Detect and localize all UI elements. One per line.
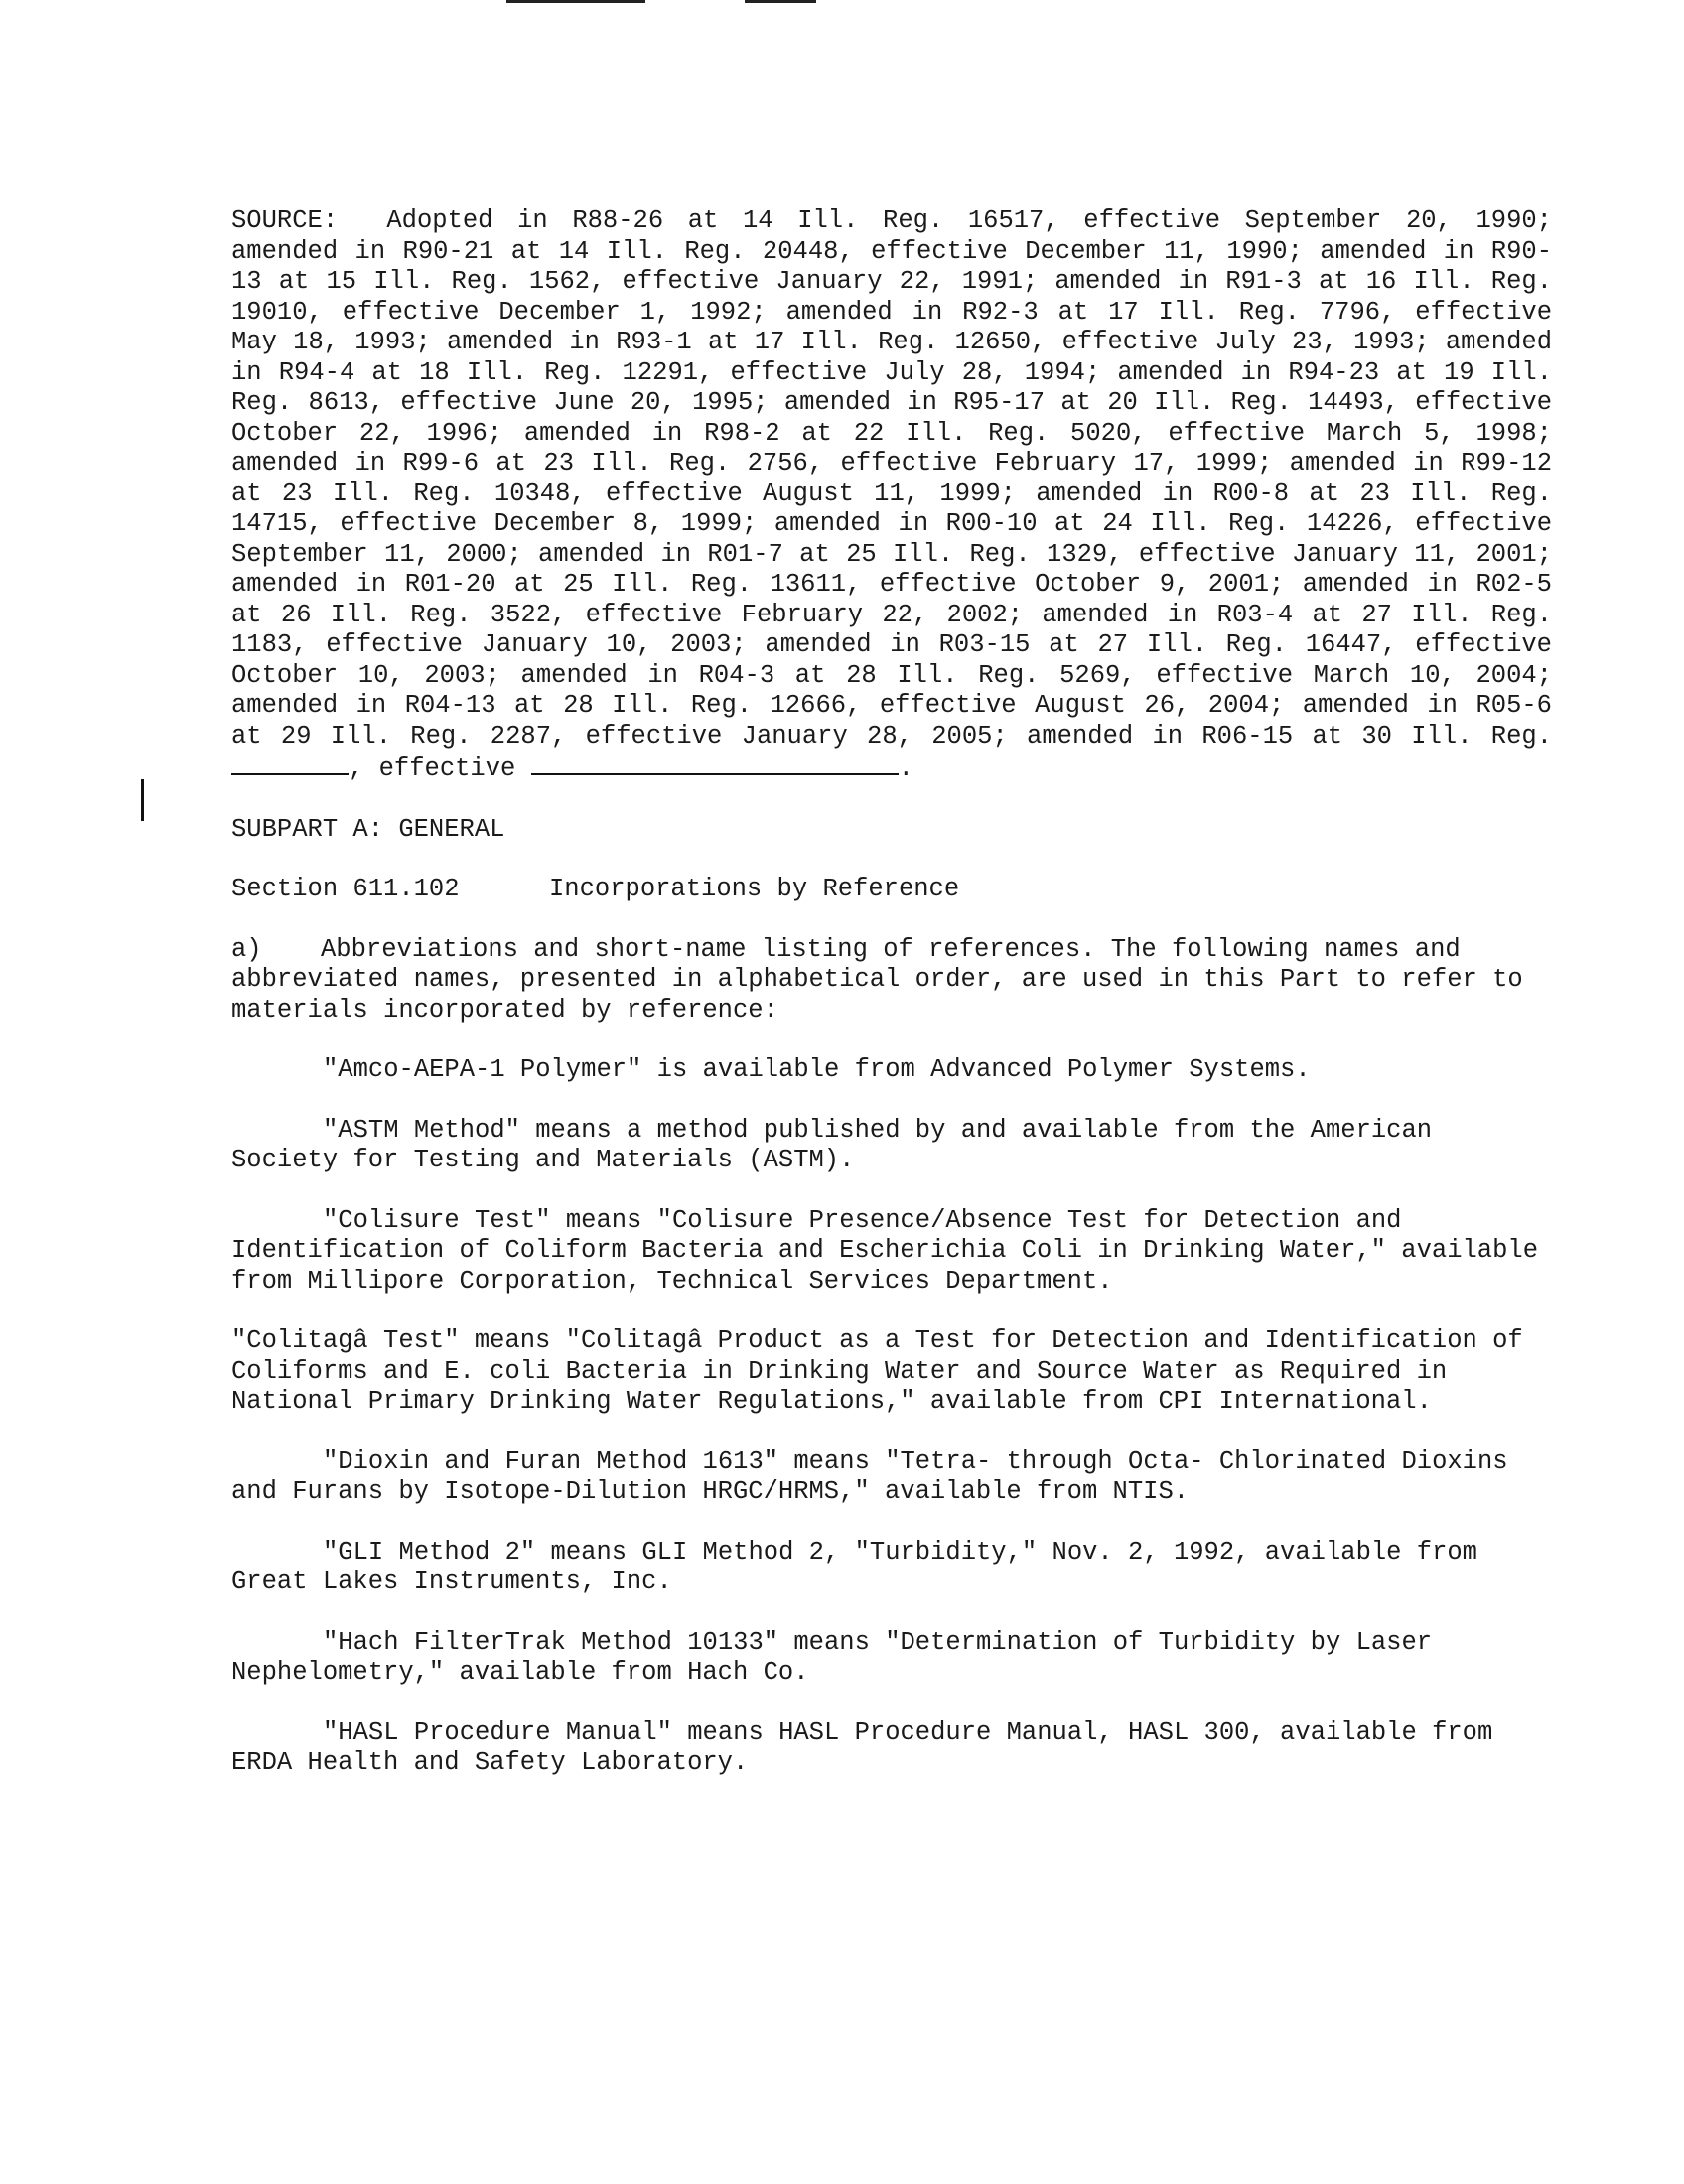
reference-entry: "Amco-AEPA-1 Polymer" is available from Advanced Polymer Systems. xyxy=(323,1055,1311,1084)
subsection-a-text: Abbreviations and short-name listing of references. The following names and abbreviated names, presented in alphabetical order, are used in this Part to refer to materials incorporated by reference: xyxy=(231,934,1523,1024)
reference-entry: "Hach FilterTrak Method 10133" means "Determination of Turbidity by Laser Nephelometry," available from Hach Co. xyxy=(231,1627,1433,1687)
reference-entry: "GLI Method 2" means GLI Method 2, "Turbidity," Nov. 2, 1992, available from Great Lakes Instruments, Inc. xyxy=(231,1537,1477,1596)
section-heading xyxy=(231,875,1552,905)
subsection-a-label: a) xyxy=(231,934,262,964)
document-body xyxy=(231,206,1552,1779)
source-effective-label: , effective xyxy=(349,754,516,783)
reference-entry: "Colitagâ Test" means "Colitagâ Product as a Test for Detection and Identification of Coliforms and E. coli Bacteria in Drinking Water and Source Water as Required in National Primary Drinking Water Regulations," available from CPI International. xyxy=(231,1326,1523,1416)
top-rule-mark xyxy=(506,0,645,3)
register-page-blank xyxy=(231,751,349,775)
source-note xyxy=(231,206,1552,785)
reference-entry: "HASL Procedure Manual" means HASL Procedure Manual, HASL 300, available from ERDA Health and Safety Laboratory. xyxy=(231,1717,1493,1777)
revision-bar xyxy=(141,779,144,821)
source-label: SOURCE: xyxy=(231,206,339,235)
reference-entry: "Dioxin and Furan Method 1613" means "Tetra- through Octa- Chlorinated Dioxins and Furans by Isotope-Dilution HRGC/HRMS," available from NTIS. xyxy=(231,1446,1508,1506)
section-title: Incorporations by Reference xyxy=(549,875,960,903)
source-end-punct: . xyxy=(898,754,913,783)
reference-entry: "Colisure Test" means "Colisure Presence/Absence Test for Detection and Identification of Coliform Bacteria and Escherichia Coli in Drinking Water," available from Millipore Corporation, Technical Services Department. xyxy=(231,1205,1539,1296)
section-number: Section 611.102 xyxy=(231,875,460,903)
reference-entry: "ASTM Method" means a method published by and available from the American Society for Testing and Materials (ASTM). xyxy=(231,1115,1433,1174)
effective-date-blank xyxy=(531,751,899,775)
top-rule-mark xyxy=(745,0,816,3)
subsection-a xyxy=(231,935,1552,1026)
source-history-text: Adopted in R88-26 at 14 Ill. Reg. 16517, effective September 20, 1990; amended in R90-21 at 14 Ill. Reg. 20448, effective December 11, 1990; amended in R90-13 at 15 Ill. Reg. 1562, effective January 22, 1991; amended in R91-3 at 16 Ill. Reg. 19010, effective December 1, 1992; amended in R92-3 at 17 Ill. Reg. 7796, effective May 18, 1993; amended in R93-1 at 17 Ill. Reg. 12650, effective July 23, 1993; amended in R94-4 at 18 Ill. Reg. 12291, effective July 28, 1994; amended in R94-23 at 19 Ill. Reg. 8613, effective June 20, 1995; amended in R95-17 at 20 Ill. Reg. 14493, effective October 22, 1996; amended in R98-2 at 22 Ill. Reg. 5020, effective March 5, 1998; amended in R99-6 at 23 Ill. Reg. 2756, effective February 17, 1999; amended in R99-12 at 23 Ill. Reg. 10348, effective August 11, 1999; amended in R00-8 at 23 Ill. Reg. 14715, effective December 8, 1999; amended in R00-10 at 24 Ill. Reg. 14226, effective September 11, 2000; amended in R01-7 at 25 Ill. Reg. 1329, effective January 11, 2001; amended in R01-20 at 25 Ill. Reg. 13611, effective October 9, 2001; amended in R02-5 at 26 Ill. Reg. 3522, effective February 22, 2002; amended in R03-4 at 27 Ill. Reg. 1183, effective January 10, 2003; amended in R03-15 at 27 Ill. Reg. 16447, effective October 10, 2003; amended in R04-3 at 28 Ill. Reg. 5269, effective March 10, 2004; amended in R04-13 at 28 Ill. Reg. 12666, effective August 26, 2004; amended in R05-6 at 29 Ill. Reg. 2287, effective January 28, 2005; amended in R06-15 at 30 Ill. Reg. xyxy=(231,206,1552,751)
subpart-heading: SUBPART A: GENERAL xyxy=(231,814,505,844)
